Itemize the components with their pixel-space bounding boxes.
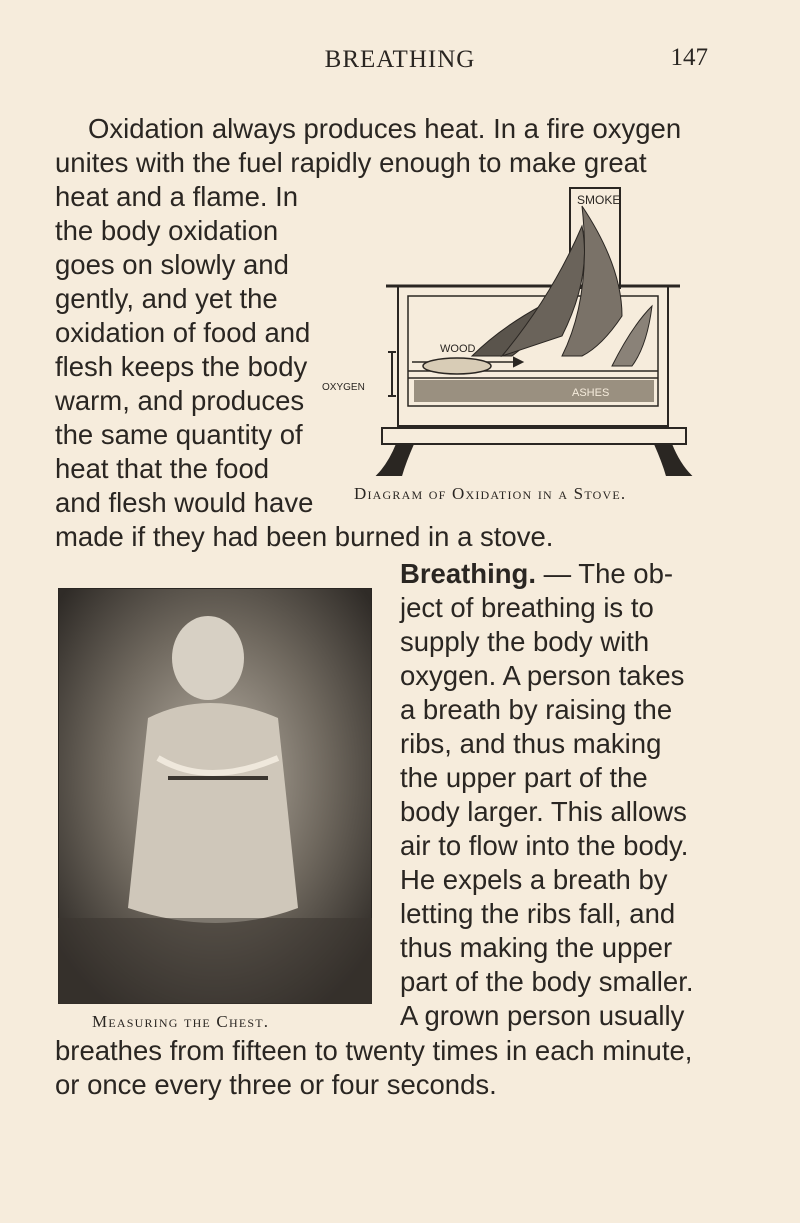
- running-header: BREATHING: [324, 46, 476, 73]
- body-line: air to flow into the body.: [400, 830, 689, 861]
- wood-label: WOOD: [440, 343, 476, 355]
- body-line: the upper part of the: [400, 762, 648, 793]
- body-line: He expels a breath by: [400, 864, 668, 895]
- body-line: thus making the upper: [400, 932, 673, 963]
- body-line: the body oxidation: [55, 215, 279, 246]
- body-text: — The ob-: [535, 558, 674, 589]
- body-line: and flesh would have: [55, 487, 314, 518]
- page-number: 147: [670, 44, 708, 71]
- body-line: breathes from fifteen to twenty times in each minute,: [55, 1035, 693, 1066]
- body-line: supply the body with: [400, 626, 650, 657]
- body-line: flesh keeps the body: [55, 351, 308, 382]
- body-line: heat that the food: [55, 453, 270, 484]
- body-line: part of the body smaller.: [400, 966, 694, 997]
- body-line: Oxidation always produces heat. In a fire oxygen: [88, 113, 682, 144]
- body-line: the same quantity of: [55, 419, 303, 450]
- body-line: oxygen. A person takes: [400, 660, 685, 691]
- body-line: body larger. This allows: [400, 796, 687, 827]
- body-line: letting the ribs fall, and: [400, 898, 676, 929]
- body-line: unites with the fuel rapidly enough to make great: [55, 147, 647, 178]
- body-line: made if they had been burned in a stove.: [55, 521, 554, 552]
- section-heading: Breathing.: [400, 558, 536, 589]
- ashes-label: ASHES: [572, 387, 610, 399]
- body-line: oxidation of food and: [55, 317, 311, 348]
- body-line: heat and a flame. In: [55, 181, 299, 212]
- body-line: or once every three or four seconds.: [55, 1069, 497, 1100]
- photo-caption: Measuring the Chest.: [92, 1012, 270, 1031]
- body-line: goes on slowly and: [55, 249, 289, 280]
- body-line: warm, and produces: [55, 385, 305, 416]
- oxygen-label: OXYGEN: [322, 382, 365, 393]
- stove-oxidation-diagram: [322, 166, 702, 476]
- measuring-chest-photo: [58, 588, 372, 1004]
- diagram-caption: Diagram of Oxidation in a Stove.: [354, 484, 627, 503]
- body-line: gently, and yet the: [55, 283, 278, 314]
- smoke-label: SMOKE: [577, 193, 621, 207]
- body-line: ribs, and thus making: [400, 728, 662, 759]
- body-line: [400, 557, 673, 591]
- body-line: a breath by raising the: [400, 694, 673, 725]
- body-line: A grown person usually: [400, 1000, 685, 1031]
- body-line: ject of breathing is to: [400, 592, 654, 623]
